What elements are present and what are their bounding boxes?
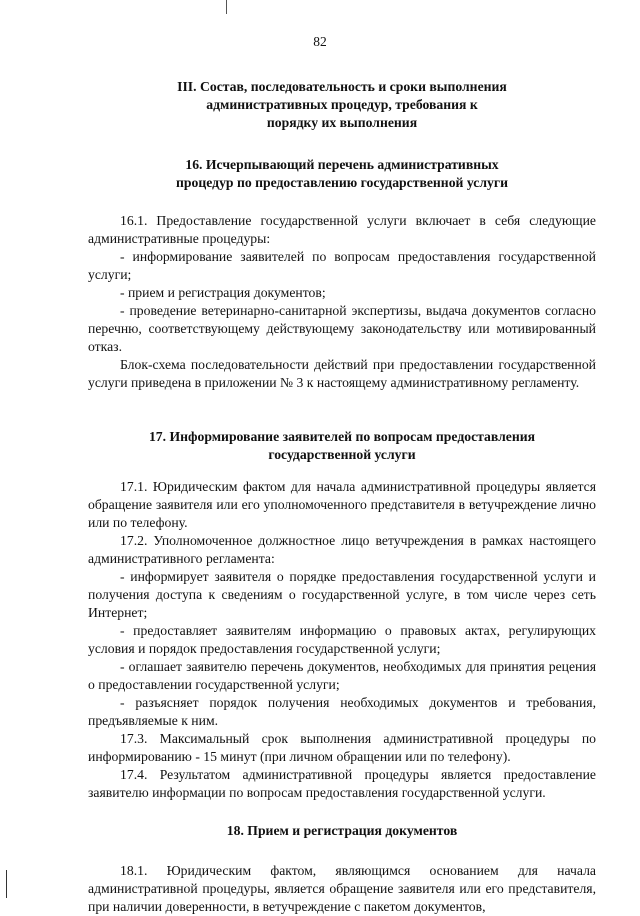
section-3-title — [88, 78, 596, 132]
paragraph-flowchart-note: Блок-схема последовательности действий при предоставлении государственной услуги приведена в приложении № 3 к настоящему административному регламенту. — [88, 357, 596, 390]
list-item: - прием и регистрация документов; — [120, 285, 326, 300]
section-16-title — [88, 156, 596, 192]
list-item: - проведение ветеринарно-санитарной экспертизы, выдача документов согласно перечню, соответствующему действующему законодательству или мотивированный отказ. — [88, 303, 596, 354]
section-17-title-line: 17. Информирование заявителей по вопросам предоставления — [148, 429, 536, 444]
list-item: - информирует заявителя о порядке предоставления государственной услуги и получения доступа к сведениям о государственной услуге, в том числе через сеть Интернет; — [88, 569, 596, 620]
section-3-title-line: III. Состав, последовательность и сроки выполнения — [177, 79, 507, 94]
paragraph-17-2: 17.2. Уполномоченное должностное лицо ветучреждения в рамках настоящего административного регламента: — [88, 533, 596, 566]
paragraph-17-1: 17.1. Юридическим фактом для начала административной процедуры является обращение заявителя или его уполномоченного представителя в ветучреждение лично или по телефону. — [88, 479, 596, 530]
paragraph-18-1: 18.1. Юридическим фактом, являющимся основанием для начала административной процедуры, является обращение заявителя или его представителя, при наличии доверенности, в ветучреждение с пакетом документов, — [88, 863, 596, 914]
paragraph-17-4: 17.4. Результатом административной процедуры является предоставление заявителю информации по вопросам предоставления государственной услуги. — [88, 767, 596, 800]
section-3-title-line: административных процедур, требования к — [206, 97, 478, 112]
list-item: - предоставляет заявителям информацию о правовых актах, регулирующих условия и порядок предоставления государственной услуги; — [88, 623, 596, 656]
section-3-title-line: порядку их выполнения — [266, 115, 418, 130]
section-17-title-line: государственной услуги — [268, 447, 416, 462]
list-item: - информирование заявителей по вопросам предоставления государственной услуги; — [88, 249, 596, 282]
paragraph-17-3: 17.3. Максимальный срок выполнения административной процедуры по информированию - 15 минут (при личном обращении или по телефону). — [88, 731, 596, 764]
scan-edge-mark — [6, 870, 7, 898]
section-16-title-line: 16. Исчерпывающий перечень административных — [185, 157, 499, 172]
page-number: 82 — [313, 34, 327, 49]
scan-mark — [226, 0, 227, 14]
section-17-title — [88, 428, 596, 464]
section-16-title-line: процедур по предоставлению государственной услуги — [176, 175, 508, 190]
list-item: - оглашает заявителю перечень документов, необходимых для принятия рецения о предоставлении государственной услуги; — [88, 659, 596, 692]
document-body — [88, 78, 596, 916]
list-item: - разъясняет порядок получения необходимых документов и требования, предъявляемые к ним. — [88, 695, 596, 728]
section-18-title: 18. Прием и регистрация документов — [226, 823, 458, 838]
paragraph-16-1: 16.1. Предоставление государственной услуги включает в себя следующие административные процедуры: — [88, 213, 596, 246]
